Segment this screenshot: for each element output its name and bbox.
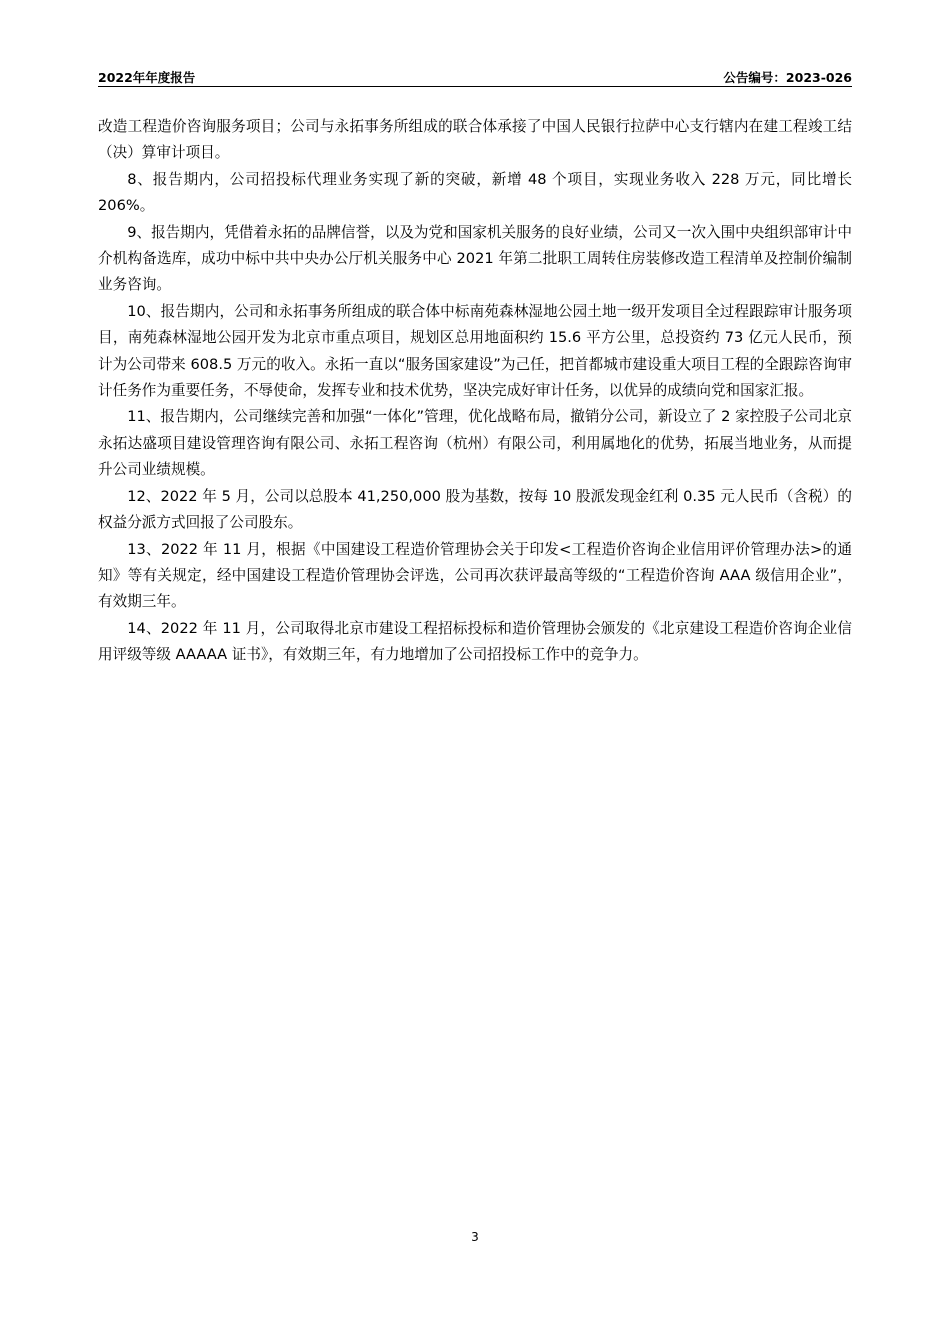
report-title: 2022年年度报告: [98, 70, 196, 85]
paragraph-item-12: 12、2022 年 5 月，公司以总股本 41,250,000 股为基数，按每 10 股派发现金红利 0.35 元人民币（含税）的权益分派方式回报了公司股东。: [98, 487, 852, 532]
paragraph-item-13: 13、2022 年 11 月，根据《中国建设工程造价管理协会关于印发<工程造价咨询企业信用评价管理办法>的通知》等有关规定，经中国建设工程造价管理协会评选，公司再次获评最高等级的“工程造价咨询 AAA 级信用企业”，有效期三年。: [98, 540, 852, 611]
page-footer: [0, 1230, 950, 1244]
paragraph-item-9: 9、报告期内，凭借着永拓的品牌信誉，以及为党和国家机关服务的良好业绩，公司又一次入围中央组织部审计中介机构备选库，成功中标中共中央办公厅机关服务中心 2021 年第二批职工周转住房装修改造工程清单及控制价编制业务咨询。: [98, 223, 852, 294]
paragraph-item-11: 11、报告期内，公司继续完善和加强“一体化”管理，优化战略布局，撤销分公司，新设立了 2 家控股子公司北京永拓达盛项目建设管理咨询有限公司、永拓工程咨询（杭州）有限公司，利用属地化的优势，拓展当地业务，从而提升公司业绩规模。: [98, 408, 852, 479]
paragraph-item-14: 14、2022 年 11 月，公司取得北京市建设工程招标投标和造价管理协会颁发的《北京建设工程造价咨询企业信用评级等级 AAAAA 证书》，有效期三年，有力地增加了公司招投标工作中的竞争力。: [98, 619, 852, 664]
paragraph-item-10: 10、报告期内，公司和永拓事务所组成的联合体中标南苑森林湿地公园土地一级开发项目全过程跟踪审计服务项目，南苑森林湿地公园开发为北京市重点项目，规划区总用地面积约 15.6 平方公里，总投资约 73 亿元人民币，预计为公司带来 608.5 万元的收入。永拓一直以“服务国家建设”为己任，把首都城市建设重大项目工程的全跟踪咨询审计任务作为重要任务，不辱使命，发挥专业和技术优势，坚决完成好审计任务，以优异的成绩向党和国家汇报。: [98, 302, 852, 400]
page-header: [98, 68, 852, 87]
paragraph-item-8: 8、报告期内，公司招投标代理业务实现了新的突破，新增 48 个项目，实现业务收入 228 万元，同比增长 206%。: [98, 170, 852, 215]
document-body: [98, 114, 852, 669]
paragraph-continuation: 改造工程造价咨询服务项目；公司与永拓事务所组成的联合体承接了中国人民银行拉萨中心支行辖内在建工程竣工结（决）算审计项目。: [98, 118, 852, 162]
announcement-number: 公告编号：2023-026: [723, 70, 852, 85]
page-number: 3: [471, 1230, 479, 1244]
